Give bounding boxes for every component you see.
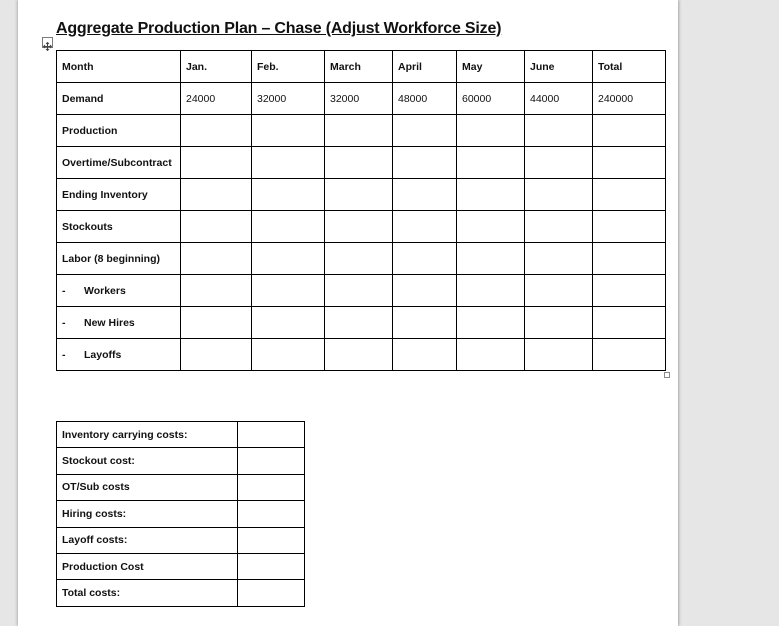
table-cell[interactable] xyxy=(393,243,457,275)
table-cell[interactable] xyxy=(457,115,525,147)
table-cell[interactable] xyxy=(325,307,393,339)
table-cell[interactable] xyxy=(393,339,457,371)
row-label-layoffs[interactable] xyxy=(57,339,181,371)
table-cell[interactable] xyxy=(393,179,457,211)
header-cell-may[interactable]: May xyxy=(457,51,525,83)
document-title: Aggregate Production Plan – Chase (Adjust Workforce Size) xyxy=(56,20,502,37)
table-cell[interactable] xyxy=(181,147,252,179)
table-row xyxy=(57,243,666,275)
table-cell[interactable] xyxy=(325,243,393,275)
cost-value-cell[interactable] xyxy=(238,580,305,606)
table-cell[interactable] xyxy=(457,147,525,179)
table-cell[interactable] xyxy=(181,243,252,275)
table-cell[interactable] xyxy=(393,115,457,147)
cost-summary-table xyxy=(56,421,305,607)
table-cell[interactable]: 32000 xyxy=(252,83,325,115)
row-label-overtime-subcontract[interactable]: Overtime/Subcontract xyxy=(57,147,181,179)
cost-label-stockout-cost[interactable]: Stockout cost: xyxy=(57,448,238,474)
row-label-text: New Hires xyxy=(84,316,135,329)
table-cell[interactable] xyxy=(181,179,252,211)
table-resize-handle[interactable] xyxy=(664,372,670,378)
table-cell[interactable] xyxy=(525,243,593,275)
table-cell[interactable] xyxy=(457,243,525,275)
cost-value-cell[interactable] xyxy=(238,501,305,527)
table-cell[interactable] xyxy=(525,115,593,147)
table-row xyxy=(57,211,666,243)
header-cell-jan[interactable]: Jan. xyxy=(181,51,252,83)
table-cell[interactable] xyxy=(252,115,325,147)
header-cell-march[interactable]: March xyxy=(325,51,393,83)
table-cell[interactable] xyxy=(457,211,525,243)
table-cell[interactable]: 48000 xyxy=(393,83,457,115)
header-cell-total[interactable]: Total xyxy=(593,51,666,83)
table-header-row xyxy=(57,51,666,83)
table-cell[interactable] xyxy=(593,147,666,179)
table-cell[interactable] xyxy=(525,211,593,243)
table-cell[interactable]: 60000 xyxy=(457,83,525,115)
table-cell[interactable] xyxy=(325,211,393,243)
table-cell[interactable] xyxy=(252,211,325,243)
table-cell[interactable] xyxy=(593,339,666,371)
table-row xyxy=(57,422,305,448)
table-cell[interactable] xyxy=(593,243,666,275)
table-cell[interactable] xyxy=(525,339,593,371)
header-cell-june[interactable]: June xyxy=(525,51,593,83)
table-cell[interactable] xyxy=(457,339,525,371)
list-dash: - xyxy=(62,348,66,361)
table-cell[interactable] xyxy=(325,179,393,211)
row-label-production[interactable]: Production xyxy=(57,115,181,147)
table-row xyxy=(57,339,666,371)
row-label-ending-inventory[interactable]: Ending Inventory xyxy=(57,179,181,211)
list-dash: - xyxy=(62,284,66,297)
table-move-handle[interactable] xyxy=(42,37,53,48)
row-label-text: Workers xyxy=(84,284,126,297)
table-row xyxy=(57,527,305,553)
table-row xyxy=(57,179,666,211)
row-label-stockouts[interactable]: Stockouts xyxy=(57,211,181,243)
table-cell[interactable] xyxy=(181,115,252,147)
cost-label-ot-sub-costs[interactable]: OT/Sub costs xyxy=(57,474,238,500)
table-cell[interactable] xyxy=(393,275,457,307)
aggregate-plan-table xyxy=(56,50,666,371)
cost-value-cell[interactable] xyxy=(238,448,305,474)
table-cell[interactable] xyxy=(252,339,325,371)
header-cell-april[interactable]: April xyxy=(393,51,457,83)
table-row xyxy=(57,147,666,179)
cost-value-cell[interactable] xyxy=(238,553,305,579)
table-row xyxy=(57,307,666,339)
row-label-workers[interactable] xyxy=(57,275,181,307)
table-cell[interactable] xyxy=(457,179,525,211)
table-cell[interactable] xyxy=(325,115,393,147)
table-cell[interactable]: 44000 xyxy=(525,83,593,115)
cost-label-hiring-costs[interactable]: Hiring costs: xyxy=(57,501,238,527)
table-row xyxy=(57,474,305,500)
row-label-labor-8-beginning[interactable]: Labor (8 beginning) xyxy=(57,243,181,275)
table-row xyxy=(57,501,305,527)
table-cell[interactable] xyxy=(252,275,325,307)
table-cell[interactable] xyxy=(525,275,593,307)
header-cell-month[interactable]: Month xyxy=(57,51,181,83)
table-cell[interactable] xyxy=(181,275,252,307)
table-row xyxy=(57,83,666,115)
table-cell[interactable] xyxy=(593,115,666,147)
table-cell[interactable] xyxy=(181,211,252,243)
table-cell[interactable]: 240000 xyxy=(593,83,666,115)
table-cell[interactable] xyxy=(593,211,666,243)
table-row xyxy=(57,448,305,474)
cost-value-cell[interactable] xyxy=(238,474,305,500)
table-cell[interactable] xyxy=(252,243,325,275)
table-cell[interactable] xyxy=(525,307,593,339)
table-cell[interactable] xyxy=(252,147,325,179)
table-cell[interactable] xyxy=(393,147,457,179)
table-row xyxy=(57,115,666,147)
row-label-text: Layoffs xyxy=(84,348,122,361)
table-cell[interactable] xyxy=(393,211,457,243)
table-cell[interactable] xyxy=(457,275,525,307)
table-cell[interactable] xyxy=(181,339,252,371)
table-cell[interactable]: 32000 xyxy=(325,83,393,115)
header-cell-feb[interactable]: Feb. xyxy=(252,51,325,83)
table-row xyxy=(57,553,305,579)
move-arrows-icon xyxy=(43,38,52,47)
table-cell[interactable] xyxy=(593,275,666,307)
table-cell[interactable] xyxy=(393,307,457,339)
table-cell[interactable] xyxy=(252,179,325,211)
list-dash: - xyxy=(62,316,66,329)
table-cell[interactable]: 24000 xyxy=(181,83,252,115)
cost-label-total-costs[interactable]: Total costs: xyxy=(57,580,238,606)
table-cell[interactable] xyxy=(325,147,393,179)
table-cell[interactable] xyxy=(593,307,666,339)
table-row xyxy=(57,275,666,307)
cost-label-inventory-carrying-costs[interactable]: Inventory carrying costs: xyxy=(57,422,238,448)
table-cell[interactable] xyxy=(325,339,393,371)
table-cell[interactable] xyxy=(325,275,393,307)
table-cell[interactable] xyxy=(593,179,666,211)
table-cell[interactable] xyxy=(181,307,252,339)
cost-value-cell[interactable] xyxy=(238,422,305,448)
row-label-demand[interactable]: Demand xyxy=(57,83,181,115)
cost-label-layoff-costs[interactable]: Layoff costs: xyxy=(57,527,238,553)
table-cell[interactable] xyxy=(252,307,325,339)
table-cell[interactable] xyxy=(525,147,593,179)
table-cell[interactable] xyxy=(457,307,525,339)
cost-value-cell[interactable] xyxy=(238,527,305,553)
table-cell[interactable] xyxy=(525,179,593,211)
row-label-new-hires[interactable] xyxy=(57,307,181,339)
cost-label-production-cost[interactable]: Production Cost xyxy=(57,553,238,579)
table-row xyxy=(57,580,305,606)
